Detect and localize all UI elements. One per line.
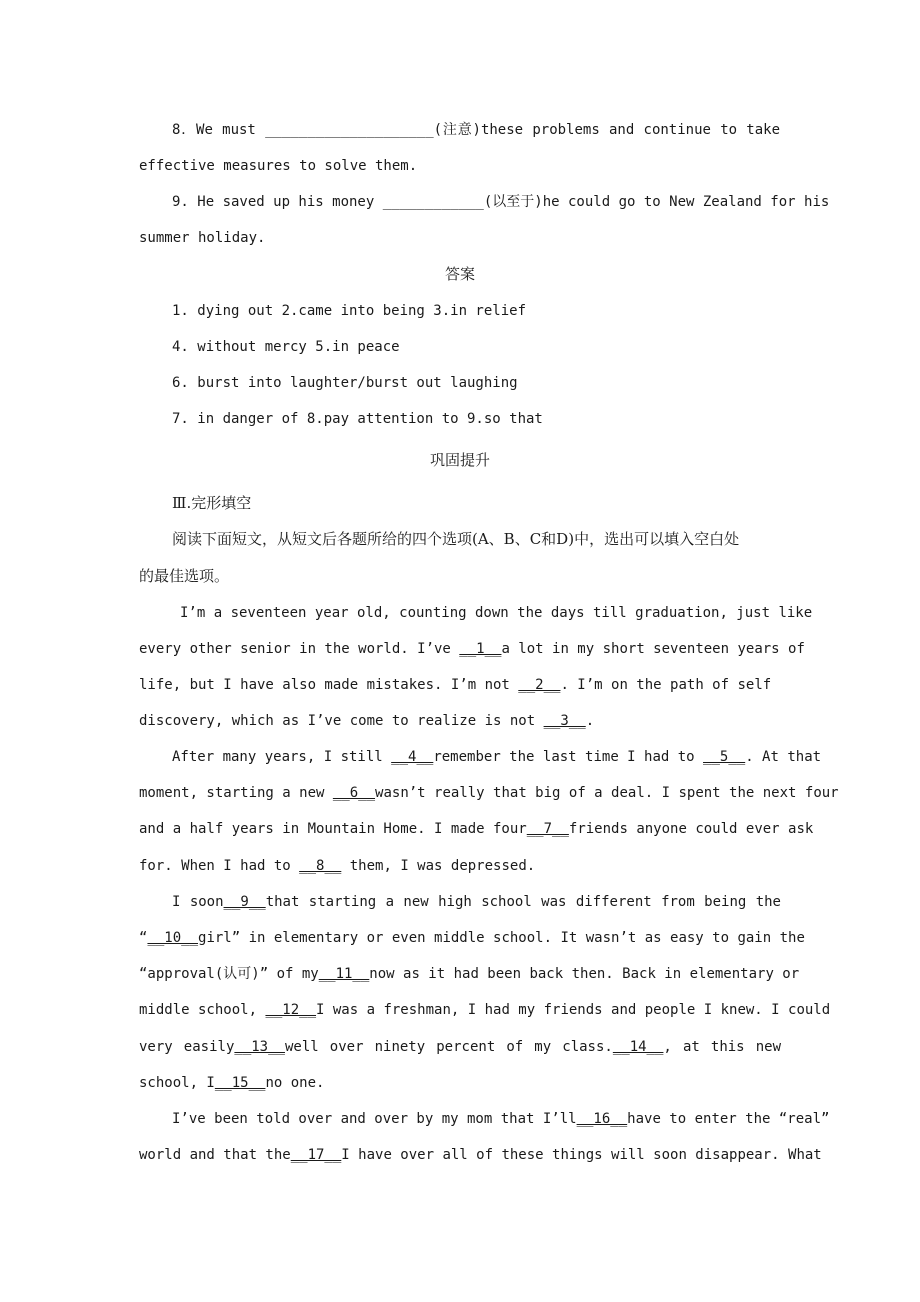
blank-1: __1__ (459, 641, 502, 657)
passage-text: very easily (139, 1039, 235, 1055)
passage-line (139, 783, 839, 803)
blank-12: __12__ (265, 1002, 317, 1018)
instruction-text-cont: 的最佳选项。 (139, 567, 230, 585)
passage-text: “ (139, 930, 148, 946)
passage-line (139, 856, 814, 876)
blank-3: __3__ (543, 713, 586, 729)
question-9-line-2 (139, 228, 814, 248)
passage-text: no one. (265, 1075, 325, 1091)
passage-line (172, 1109, 830, 1129)
passage-line (139, 1000, 831, 1020)
passage-text: “approval(认可)” of my (139, 966, 319, 982)
passage-text: I’ve been told over and over by my mom that I’ll (172, 1111, 577, 1127)
passage-text: I have over all of these things will soon disappear. What (341, 1147, 822, 1163)
passage-text: have to enter the “real” (627, 1111, 830, 1127)
answer-text: 6. burst into laughter/burst out laughing (172, 375, 518, 391)
answer-line-3 (172, 373, 847, 393)
blank-14: __14__ (612, 1039, 664, 1055)
passage-line (139, 1073, 814, 1093)
blank-6: __6__ (332, 785, 376, 801)
blank-10: __10__ (147, 930, 199, 946)
passage-text: After many years, I still (172, 749, 392, 765)
blank-8: __8__ (299, 858, 342, 874)
blank-13: __13__ (234, 1039, 285, 1055)
passage-text: a lot in my short seventeen years of (501, 641, 805, 657)
question-8-text: 8．We must ____________________(注意)these problems and continue to take (172, 122, 780, 138)
passage-line (139, 711, 814, 731)
passage-text: . I’m on the path of self (560, 677, 772, 693)
blank-11: __11__ (318, 966, 370, 982)
blank-2: __2__ (518, 677, 561, 693)
instruction-line-1 (172, 529, 784, 549)
passage-line (139, 964, 800, 984)
passage-line (139, 1037, 781, 1057)
passage-line (180, 603, 813, 623)
passage-text: school, I (139, 1075, 215, 1091)
passage-text: world and that the (139, 1147, 291, 1163)
passage-line (139, 928, 805, 948)
section-title (172, 493, 847, 513)
passage-text: moment, starting a new (139, 785, 333, 801)
question-8-text-cont: effective measures to solve them. (139, 158, 418, 174)
passage-text: I’m a seventeen year old, counting down the days till graduation, just like (180, 605, 813, 621)
answer-text: 1. dying out 2.came into being 3.in relief (172, 303, 527, 319)
passage-text: now as it had been back then. Back in elementary or (369, 966, 800, 982)
blank-7: __7__ (526, 821, 569, 837)
passage-text: middle school, (139, 1002, 266, 1018)
consolidation-heading (0, 450, 920, 470)
passage-text: well over ninety percent of my class. (284, 1039, 613, 1055)
blank-16: __16__ (576, 1111, 628, 1127)
passage-text: that starting a new high school was different from being the (265, 894, 781, 910)
blank-4: __4__ (391, 749, 434, 765)
blank-9: __9__ (223, 894, 266, 910)
consolidation-heading-text: 巩固提升 (429, 451, 490, 469)
passage-text: girl” in elementary or even middle school. It wasn’t as easy to gain the (198, 930, 805, 946)
passage-text: wasn’t really that big of a deal. I spent the next four (375, 785, 839, 801)
passage-text: . At that (745, 749, 822, 765)
answers-heading-text: 答案 (444, 265, 475, 283)
question-8-line-1 (172, 120, 780, 140)
blank-5: __5__ (703, 749, 746, 765)
passage-text: friends anyone could ever ask (568, 821, 814, 837)
passage-line (139, 639, 805, 659)
passage-text: , at this new (663, 1039, 781, 1055)
passage-text: for. When I had to (139, 858, 300, 874)
passage-text: life, but I have also made mistakes. I’m not (139, 677, 519, 693)
passage-text: discovery, which as I’ve come to realize is not (139, 713, 544, 729)
question-8-line-2 (139, 156, 814, 176)
answer-text: 7. in danger of 8.pay attention to 9.so that (172, 411, 543, 427)
passage-text: and a half years in Mountain Home. I made four (139, 821, 527, 837)
answer-line-1 (172, 301, 847, 321)
answers-heading (0, 264, 920, 284)
blank-17: __17__ (290, 1147, 342, 1163)
answer-line-2 (172, 337, 847, 357)
passage-text: I was a freshman, I had my friends and people I knew. I could (316, 1002, 831, 1018)
question-9-line-1 (172, 192, 830, 212)
instruction-line-2 (139, 566, 814, 586)
blank-15: __15__ (214, 1075, 266, 1091)
passage-text: remember the last time I had to (433, 749, 704, 765)
answer-line-4 (172, 409, 847, 429)
passage-line (139, 819, 814, 839)
section-title-text: Ⅲ.完形填空 (172, 494, 252, 512)
instruction-text: 阅读下面短文，从短文后各题所给的四个选项(A、B、C和D)中，选出可以填入空白处 (172, 530, 740, 548)
passage-text: every other senior in the world. I’ve (139, 641, 460, 657)
answer-text: 4. without mercy 5.in peace (172, 339, 400, 355)
passage-text: . (585, 713, 595, 729)
question-9-text: 9. He saved up his money ____________(以至于)he could go to New Zealand for his (172, 194, 830, 210)
passage-line (139, 675, 772, 695)
question-9-text-cont: summer holiday. (139, 230, 266, 246)
passage-text: I soon (172, 894, 224, 910)
passage-line (172, 747, 822, 767)
passage-line (172, 892, 781, 912)
passage-text: them, I was depressed. (341, 858, 536, 874)
passage-line (139, 1145, 822, 1165)
